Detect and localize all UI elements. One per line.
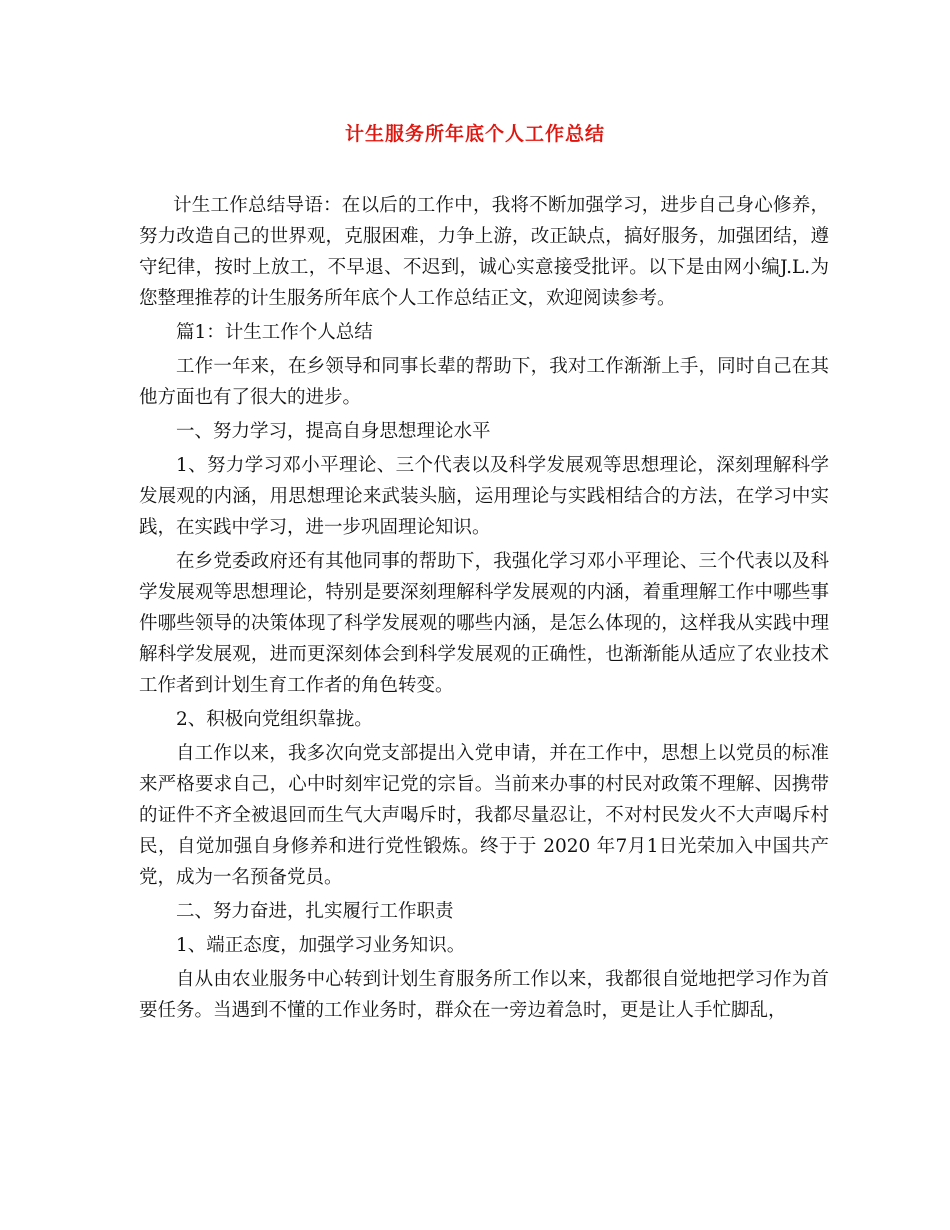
section-heading-study: 一、努力学习，提高自身思想理论水平	[176, 421, 491, 442]
paragraph: 1、努力学习邓小平理论、三个代表以及科学发展观等思想理论，深刻理解科学发展观的内涵，用思想理论来武装头脑，运用理论与实践相结合的方法，在学习中实践，在实践中学习，进一步巩固理论知识。	[139, 455, 829, 538]
subheading-party: 2、积极向党组织靠拢。	[176, 709, 373, 730]
section-heading-duties: 二、努力奋进，扎实履行工作职责	[176, 901, 454, 922]
paragraph: 自从由农业服务中心转到计划生育服务所工作以来，我都很自觉地把学习作为首要任务。当遇到不懂的工作业务时，群众在一旁边着急时，更是让人手忙脚乱，	[139, 969, 829, 1021]
paragraph: 在乡党委政府还有其他同事的帮助下，我强化学习邓小平理论、三个代表以及科学发展观等思想理论，特别是要深刻理解科学发展观的内涵，着重理解工作中哪些事件哪些领导的决策体现了科学发展观的哪些内涵，是怎么体现的，这样我从实践中理解科学发展观，进而更深刻体会到科学发展观的正确性，也渐渐能从适应了农业技术工作者到计划生育工作者的角色转变。	[139, 551, 829, 696]
section-heading-part1: 篇1：计生工作个人总结	[176, 322, 373, 343]
paragraph-intro: 计生工作总结导语：在以后的工作中，我将不断加强学习，进步自己身心修养，努力改造自己的世界观，克服困难，力争上游，改正缺点，搞好服务，加强团结，遵守纪律，按时上放工，不早退、不迟到，诚心实意接受批评。以下是由网小编J.L.为您整理推荐的计生服务所年底个人工作总结正文，欢迎阅读参考。	[139, 195, 829, 309]
paragraph: 自工作以来，我多次向党支部提出入党申请，并在工作中，思想上以党员的标准来严格要求自己，心中时刻牢记党的宗旨。当前来办事的村民对政策不理解、因携带的证件不齐全被退回而生气大声喝斥时，我都尽量忍让，不对村民发火不大声喝斥村民，自觉加强自身修养和进行党性锻炼。终于于 2020 年7月1日光荣加入中国共产党，成为一名预备党员。	[139, 743, 829, 888]
paragraph: 工作一年来，在乡领导和同事长辈的帮助下，我对工作渐渐上手，同时自己在其他方面也有了很大的进步。	[139, 356, 829, 408]
document-title: 计生服务所年底个人工作总结	[344, 123, 605, 145]
subheading-attitude: 1、端正态度，加强学习业务知识。	[176, 935, 466, 956]
document-body	[139, 190, 829, 1029]
